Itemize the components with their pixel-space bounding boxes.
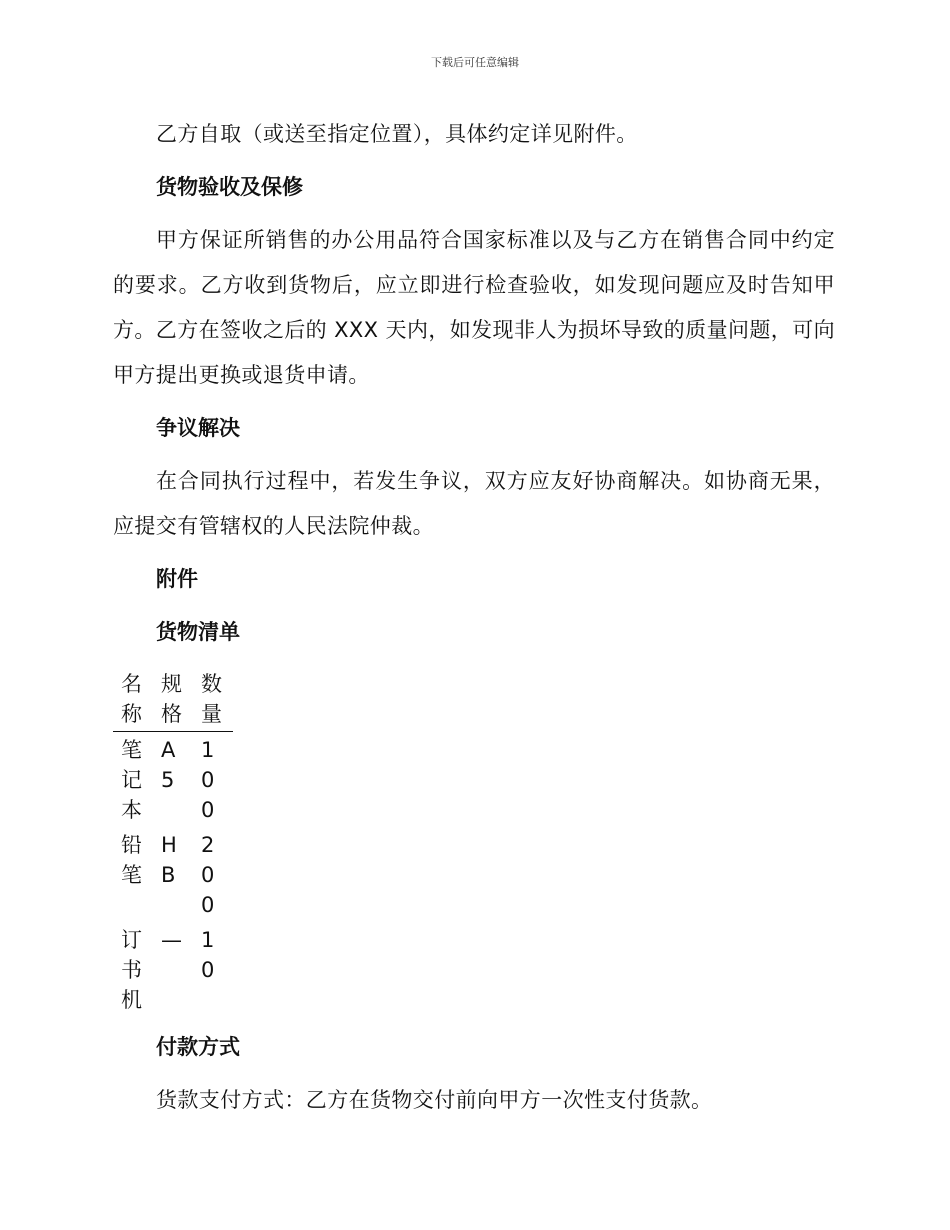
payment-paragraph: 货款支付方式：乙方在货物交付前向甲方一次性支付货款。 [156,1088,713,1112]
goods-item-spec: — [161,928,182,952]
table-row [113,922,233,1017]
document-body [113,112,835,1131]
goods-item-name: 订书机 [121,928,142,1012]
goods-table-header-spec: 规格 [153,669,193,732]
acceptance-heading: 货物验收及保修 [156,175,303,199]
goods-item-spec: HB [161,833,177,887]
goods-item-quantity: 10 [201,928,215,982]
goods-table-header-name: 名称 [113,669,153,732]
goods-item-quantity: 100 [201,738,215,822]
goods-item-spec: A5 [161,738,176,792]
goods-item-name: 笔记本 [121,738,142,822]
goods-item-name: 铅笔 [121,833,142,887]
dispute-heading: 争议解决 [156,416,240,440]
goods-list-heading: 货物清单 [156,620,240,644]
attachment-heading: 附件 [156,567,198,591]
table-row [113,827,233,922]
delivery-paragraph: 乙方自取（或送至指定位置），具体约定详见附件。 [156,122,638,146]
dispute-paragraph: 在合同执行过程中，若发生争议，双方应友好协商解决。如协商无果，应提交有管辖权的人民法院仲裁。 [113,469,835,538]
goods-table-header-row [113,669,233,732]
goods-table [113,669,233,1017]
table-row [113,732,233,828]
payment-heading: 付款方式 [156,1035,240,1059]
goods-table-header-quantity: 数量 [193,669,233,732]
page-header-note: 下载后可任意编辑 [431,56,519,69]
acceptance-paragraph: 甲方保证所销售的办公用品符合国家标准以及与乙方在销售合同中约定的要求。乙方收到货物后，应立即进行检查验收，如发现问题应及时告知甲方。乙方在签收之后的 XXX 天内，如发现非人为损坏导致的质量问题，可向甲方提出更换或退货申请。 [113,228,835,387]
goods-item-quantity: 200 [201,833,215,917]
